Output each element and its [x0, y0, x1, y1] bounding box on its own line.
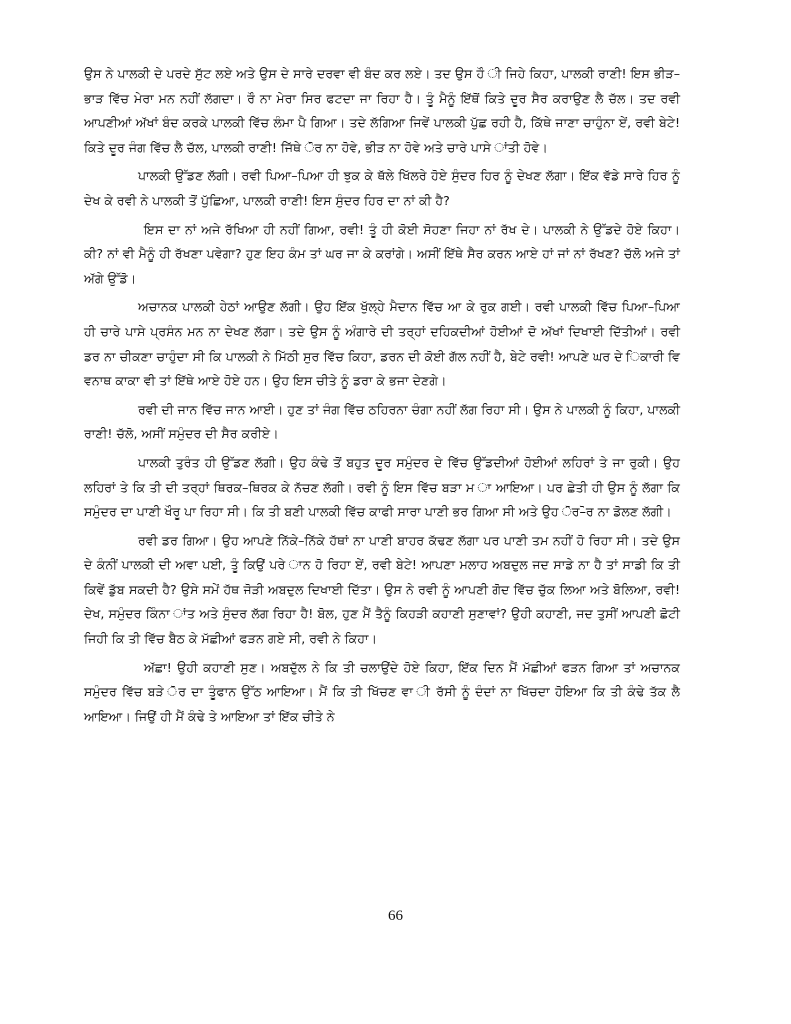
- paragraph-7: ਰਵੀ ਡਰ ਗਿਆ। ਉਹ ਆਪਣੇ ਨਿੱਕੇ–ਨਿੱਕੇ ਹੱਥਾਂ ਨਾ ਪਾਣੀ ਬਾਹਰ ਕੱਢਣ ਲੱਗਾ ਪਰ ਪਾਣੀ ਤਮ ਨਹੀਂ ਹੋ ਰਿਹਾ ਸੀ। ਤਦੇ ਉਸ ਦੇ ਕੰਨੀਂ ਪਾਲਕੀ ਦੀ ਅਵਾ ਪਈ, ਤੂੰ ਕਿਉਂ ਪਰੇ ਾਨ ਹੋ ਰਿਹਾ ਏਂ, ਰਵੀ ਬੇਟੇ! ਆਪਣਾ ਮਲਾਹ ਅਬਦੁਲ ਜਦ ਸਾਡੇ ਨਾ ਹੈ ਤਾਂ ਸਾਡੀ ਕਿ ਤੀ ਕਿਵੇਂ ਡੁੱਬ ਸਕਦੀ ਹੈ? ਉਸੇ ਸਮੇਂ ਹੱਥ ਜੋੜੀ ਅਬਦੁਲ ਦਿਖਾਈ ਦਿੱਤਾ। ਉਸ ਨੇ ਰਵੀ ਨੂੰ ਆਪਣੀ ਗੋਦ ਵਿੱਚ ਚੁੱਕ ਲਿਆ ਅਤੇ ਬੋਲਿਆ, ਰਵੀ! ਦੇਖ, ਸਮੁੰਦਰ ਕਿੰਨਾ ਾਂਤ ਅਤੇ ਸੁੰਦਰ ਲੱਗ ਰਿਹਾ ਹੈ! ਬੋਲ, ਹੁਣ ਮੈਂ ਤੈਨੂੰ ਕਿਹੜੀ ਕਹਾਣੀ ਸੁਣਾਵਾਂ? ਉਹੀ ਕਹਾਣੀ, ਜਦ ਤੁਸੀਂ ਆਪਣੀ ਛੋਟੀ ਜਿਹੀ ਕਿ ਤੀ ਵਿੱਚ ਬੈਠ ਕੇ ਮੱਛੀਆਂ ਫੜਨ ਗਏ ਸੀ, ਰਵੀ ਨੇ ਕਿਹਾ।: [84, 532, 680, 647]
- paragraph-3: ਇਸ ਦਾ ਨਾਂ ਅਜੇ ਰੱਖਿਆ ਹੀ ਨਹੀਂ ਗਿਆ, ਰਵੀ! ਤੂੰ ਹੀ ਕੋਈ ਸੋਹਣਾ ਜਿਹਾ ਨਾਂ ਰੱਖ ਦੇ। ਪਾਲਕੀ ਨੇ ਉੱਡਦੇ ਹੋਏ ਕਿਹਾ। ਕੀ? ਨਾਂ ਵੀ ਮੈਨੂੰ ਹੀ ਰੱਖਣਾ ਪਵੇਗਾ? ਹੁਣ ਇਹ ਕੰਮ ਤਾਂ ਘਰ ਜਾ ਕੇ ਕਰਾਂਗੇ। ਅਸੀਂ ਇੱਥੇ ਸੈਰ ਕਰਨ ਆਏ ਹਾਂ ਜਾਂ ਨਾਂ ਰੱਖਣ? ਚੱਲੋ ਅਜੇ ਤਾਂ ਅੱਗੇ ਉੱਡੋ।: [84, 221, 680, 286]
- paragraph-2: ਪਾਲਕੀ ਉੱਡਣ ਲੱਗੀ। ਰਵੀ ਪਿਆ–ਪਿਆ ਹੀ ਝੁਕ ਕੇ ਥੱਲੇ ਖਿੱਲਰੇ ਹੋਏ ਸੁੰਦਰ ਹਿਰ ਨੂੰ ਦੇਖਣ ਲੱਗਾ। ਇੱਕ ਵੱਡੇ ਸਾਰੇ ਹਿਰ ਨੂੰ ਦੇਖ ਕੇ ਰਵੀ ਨੇ ਪਾਲਕੀ ਤੋਂ ਪੁੱਛਿਆ, ਪਾਲਕੀ ਰਾਣੀ! ਇਸ ਸੁੰਦਰ ਹਿਰ ਦਾ ਨਾਂ ਕੀ ਹੈ?: [84, 168, 680, 208]
- document-body: [84, 62, 680, 733]
- paragraph-8: ਅੱਛਾ! ਉਹੀ ਕਹਾਣੀ ਸੁਣ। ਅਬਦੁੱਲ ਨੇ ਕਿ ਤੀ ਚਲਾਉਂਦੇ ਹੋਏ ਕਿਹਾ, ਇੱਕ ਦਿਨ ਮੈਂ ਮੱਛੀਆਂ ਫੜਨ ਗਿਆ ਤਾਂ ਅਚਾਨਕ ਸਮੁੰਦਰ ਵਿੱਚ ਬੜੇ ੋਰ ਦਾ ਤੂੰਫਾਨ ਉੱਠ ਆਇਆ। ਮੈਂ ਕਿ ਤੀ ਖਿੱਚਣ ਵਾ ੀ ਰੱਸੀ ਨੂੰ ਦੰਦਾਂ ਨਾ ਖਿੱਚਦਾ ਹੋਇਆ ਕਿ ਤੀ ਕੰਢੇ ਤੱਕ ਲੈ ਆਇਆ। ਜਿਉਂ ਹੀ ਮੈਂ ਕੰਢੇ ਤੇ ਆਇਆ ਤਾਂ ਇੱਕ ਚੀਤੇ ਨੇ: [84, 659, 680, 724]
- page-number: 66: [388, 908, 403, 924]
- paragraph-1: ਉਸ ਨੇ ਪਾਲਕੀ ਦੇ ਪਰਦੇ ਸੁੱਟ ਲਏ ਅਤੇ ਉਸ ਦੇ ਸਾਰੇ ਦਰਵਾ ਵੀ ਬੰਦ ਕਰ ਲਏ। ਤਦ ਉਸ ਹੌ ੀ ਜਿਹੇ ਕਿਹਾ, ਪਾਲਕੀ ਰਾਣੀ! ਇਸ ਭੀੜ–ਭਾੜ ਵਿੱਚ ਮੇਰਾ ਮਨ ਨਹੀਂ ਲੱਗਦਾ। ਰੌ ਨਾ ਮੇਰਾ ਸਿਰ ਫਟਦਾ ਜਾ ਰਿਹਾ ਹੈ। ਤੂੰ ਮੈਨੂੰ ਇੱਥੋਂ ਕਿਤੇ ਦੂਰ ਸੈਰ ਕਰਾਉਣ ਲੈ ਚੱਲ। ਤਦ ਰਵੀ ਆਪਣੀਆਂ ਅੱਖਾਂ ਬੰਦ ਕਰਕੇ ਪਾਲਕੀ ਵਿੱਚ ਲੰਮਾ ਪੈ ਗਿਆ। ਤਦੇ ਲੱਗਿਆ ਜਿਵੇਂ ਪਾਲਕੀ ਪੁੱਛ ਰਹੀ ਹੈ, ਕਿੱਥੇ ਜਾਣਾ ਚਾਹੁੰਨਾ ਏਂ, ਰਵੀ ਬੇਟੇ! ਕਿਤੇ ਦੂਰ ਜੰਗ ਵਿੱਚ ਲੈ ਚੱਲ, ਪਾਲਕੀ ਰਾਣੀ! ਜਿੱਥੇ ੋਰ ਨਾ ਹੋਵੇ, ਭੀੜ ਨਾ ਹੋਵੇ ਅਤੇ ਚਾਰੇ ਪਾਸੇ ਾਂਤੀ ਹੋਵੇ।: [84, 66, 680, 155]
- paragraph-4: ਅਚਾਨਕ ਪਾਲਕੀ ਹੇਠਾਂ ਆਉਣ ਲੱਗੀ। ਉਹ ਇੱਕ ਖੁੱਲ੍ਹੇ ਮੈਦਾਨ ਵਿੱਚ ਆ ਕੇ ਰੁਕ ਗਈ। ਰਵੀ ਪਾਲਕੀ ਵਿੱਚ ਪਿਆ–ਪਿਆ ਹੀ ਚਾਰੇ ਪਾਸੇ ਪ੍ਰਸੰਨ ਮਨ ਨਾ ਦੇਖਣ ਲੱਗਾ। ਤਦੇ ਉਸ ਨੂੰ ਅੰਗਾਰੇ ਦੀ ਤਰ੍ਹਾਂ ਦਹਿਕਦੀਆਂ ਹੋਈਆਂ ਦੋ ਅੱਖਾਂ ਦਿਖਾਈ ਦਿੱਤੀਆਂ। ਰਵੀ ਡਰ ਨਾ ਚੀਕਣਾ ਚਾਹੁੰਦਾ ਸੀ ਕਿ ਪਾਲਕੀ ਨੇ ਮਿੱਠੀ ਸੁਰ ਵਿੱਚ ਕਿਹਾ, ਡਰਨ ਦੀ ਕੋਈ ਗੱਲ ਨਹੀਂ ਹੈ, ਬੇਟੇ ਰਵੀ! ਆਪਣੇ ਘਰ ਦੇ ਿਕਾਰੀ ਵਿ ਵਨਾਥ ਕਾਕਾ ਵੀ ਤਾਂ ਇੱਥੇ ਆਏ ਹੋਏ ਹਨ। ਉਹ ਇਸ ਚੀਤੇ ਨੂੰ ਡਰਾ ਕੇ ਭਜਾ ਦੇਣਗੇ।: [84, 299, 680, 389]
- paragraph-6: ਪਾਲਕੀ ਤੁਰੰਤ ਹੀ ਉੱਡਣ ਲੱਗੀ। ਉਹ ਕੰਢੇ ਤੋਂ ਬਹੁਤ ਦੂਰ ਸਮੁੰਦਰ ਦੇ ਵਿੱਚ ਉੱਡਦੀਆਂ ਹੋਈਆਂ ਲਹਿਰਾਂ ਤੇ ਜਾ ਰੁਕੀ। ਉਹ ਲਹਿਰਾਂ ਤੇ ਕਿ ਤੀ ਦੀ ਤਰ੍ਹਾਂ ਥਿਰਕ–ਥਿਰਕ ਕੇ ਨੱਚਣ ਲੱਗੀ। ਰਵੀ ਨੂੰ ਇਸ ਵਿੱਚ ਬੜਾ ਮ ਾ ਆਇਆ। ਪਰ ਛੇਤੀ ਹੀ ਉਸ ਨੂੰ ਲੱਗਾ ਕਿ ਸਮੁੰਦਰ ਦਾ ਪਾਣੀ ਖੌਰੂ ਪਾ ਰਿਹਾ ਸੀ। ਕਿ ਤੀ ਬਣੀ ਪਾਲਕੀ ਵਿੱਚ ਕਾਫੀ ਸਾਰਾ ਪਾਣੀ ਭਰ ਗਿਆ ਸੀ ਅਤੇ ਉਹ ੋਰ–ੋਰ ਨਾ ਡੋਲਣ ਲੱਗੀ।: [84, 454, 680, 520]
- paragraph-5: ਰਵੀ ਦੀ ਜਾਨ ਵਿੱਚ ਜਾਨ ਆਈ। ਹੁਣ ਤਾਂ ਜੰਗ ਵਿੱਚ ਠਹਿਰਨਾ ਚੰਗਾ ਨਹੀਂ ਲੱਗ ਰਿਹਾ ਸੀ। ਉਸ ਨੇ ਪਾਲਕੀ ਨੂੰ ਕਿਹਾ, ਪਾਲਕੀ ਰਾਣੀ! ਚੱਲੋ, ਅਸੀਂ ਸਮੁੰਦਰ ਦੀ ਸੈਰ ਕਰੀਏ।: [84, 401, 680, 442]
